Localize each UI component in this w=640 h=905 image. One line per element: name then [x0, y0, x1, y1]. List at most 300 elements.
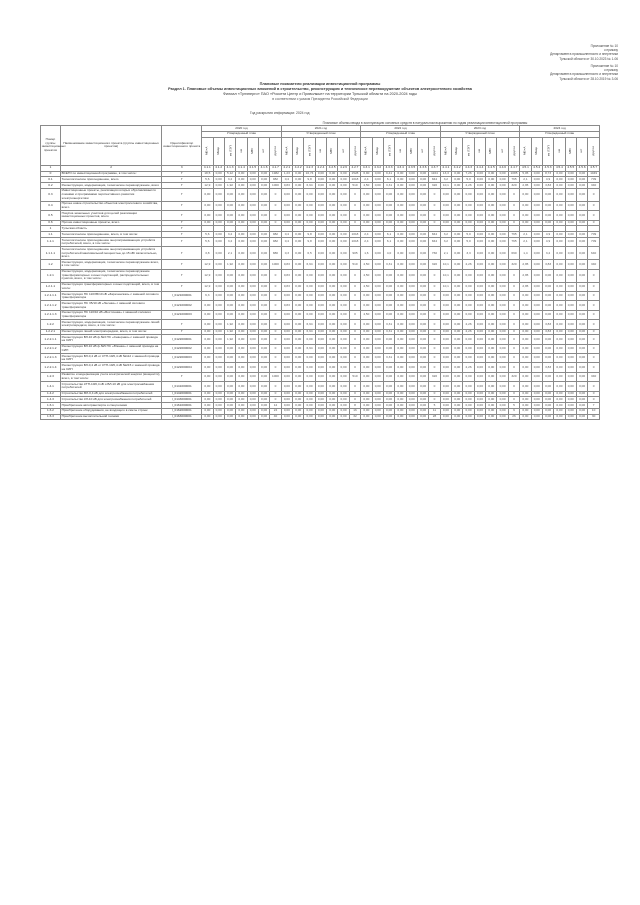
- row-value: 0,00: [406, 188, 417, 201]
- row-value: 0,00: [417, 292, 428, 301]
- row-value: 0,00: [372, 188, 383, 201]
- row-value: 0,00: [247, 211, 258, 220]
- row-value: 0,00: [565, 391, 576, 397]
- row-value: 0,00: [474, 382, 485, 391]
- row-number: 1.1.1: [41, 237, 61, 246]
- document-subtitle: Филиал «Тулэнерго» ПАО «Россети Центр и Приволжье» на территории Тульской области на 2020-2024 годы: [223, 92, 417, 96]
- row-value: 0,00: [236, 292, 247, 301]
- row-value: 0,00: [576, 310, 587, 319]
- row-value: 2,4: [361, 177, 372, 183]
- row-value: 0,00: [383, 220, 394, 226]
- row-value: 0,00: [236, 403, 247, 409]
- row-value: 0: [588, 201, 600, 210]
- row-value: 5,05: [520, 171, 531, 177]
- row-value: 0,00: [315, 282, 326, 291]
- row-value: 0,00: [565, 201, 576, 210]
- row-value: 0,00: [520, 372, 531, 381]
- row-value: 0,00: [224, 414, 235, 420]
- row-value: 0,00: [293, 211, 304, 220]
- column-header-indicator-label: шт: [499, 149, 504, 154]
- row-value: 0: [270, 282, 281, 291]
- row-number: 0.4: [41, 201, 61, 210]
- row-value: 0,00: [258, 414, 269, 420]
- row-value: 0: [270, 329, 281, 335]
- row-value: 0: [349, 397, 360, 403]
- column-header-indicator-label: км: [397, 149, 402, 153]
- row-project-name: Реконструкция трансформаторных и иных подстанций, всего, в том числе:: [60, 282, 162, 291]
- row-value: 0,00: [565, 260, 576, 269]
- row-value: 0,00: [236, 310, 247, 319]
- row-number: 1.1.1.1: [41, 247, 61, 260]
- row-value: 0,00: [406, 363, 417, 372]
- row-value: 0,00: [576, 282, 587, 291]
- column-header-indicator: [520, 137, 531, 165]
- row-value: 0,00: [406, 301, 417, 310]
- row-value: 0,00: [372, 177, 383, 183]
- row-number: 1.2.1.1: [41, 282, 61, 291]
- row-project-name: Технологическое присоединение энергопринимающих устройств потребителей максимальной мощностью до 15 кВт включительно, всего: [60, 247, 162, 260]
- row-value: 0,00: [315, 372, 326, 381]
- row-value: 6,5: [304, 247, 315, 260]
- row-value: 5,12: [224, 171, 235, 177]
- row-value: 0,00: [531, 391, 542, 397]
- row-value: 0,00: [542, 201, 553, 210]
- column-number: 4.1.6: [258, 165, 269, 171]
- row-value: 6,94: [304, 320, 315, 329]
- row-value: 0,00: [293, 183, 304, 189]
- row-value: 6,94: [304, 329, 315, 335]
- row-value: 0,00: [213, 201, 224, 210]
- row-value: 0,00: [236, 397, 247, 403]
- row-value: 0,00: [247, 292, 258, 301]
- row-value: 0,00: [565, 397, 576, 403]
- row-value: 0,00: [258, 237, 269, 246]
- row-value: 0,00: [315, 354, 326, 363]
- row-value: 0,00: [202, 397, 213, 403]
- row-value: 0,00: [315, 391, 326, 397]
- row-value: 0,00: [497, 363, 508, 372]
- row-value: 0,00: [486, 292, 497, 301]
- row-value: 0,00: [554, 247, 565, 260]
- row-value: 2,95: [520, 183, 531, 189]
- row-value: 0,00: [327, 171, 338, 177]
- row-value: 0,00: [361, 382, 372, 391]
- row-value: 0,00: [293, 260, 304, 269]
- row-value: 0,00: [463, 403, 474, 409]
- column-header-indicator: [349, 137, 360, 165]
- row-value: 0,00: [440, 363, 451, 372]
- row-value: 0,00: [304, 211, 315, 220]
- column-header-indicator-label: другое: [352, 146, 357, 156]
- row-number: 0.1: [41, 177, 61, 183]
- row-value: 0,83: [281, 260, 292, 269]
- row-project-id: I_0162000001: [162, 408, 202, 414]
- row-value: 0: [349, 310, 360, 319]
- investment-plan-table: [40, 125, 600, 420]
- row-value: 0,00: [224, 408, 235, 414]
- row-value: 0,00: [372, 329, 383, 335]
- row-value: 4,9: [542, 237, 553, 246]
- column-header-indicator-label: км: [318, 149, 323, 153]
- row-value: 0,00: [474, 320, 485, 329]
- column-header-indicator-label: км ЛЭП: [546, 145, 551, 157]
- row-value: 0,00: [304, 220, 315, 226]
- row-value: 0,00: [474, 237, 485, 246]
- row-value: 0,00: [395, 201, 406, 210]
- row-value: 0,00: [304, 354, 315, 363]
- row-value: 0,00: [338, 247, 349, 260]
- row-value: 0,00: [361, 363, 372, 372]
- row-value: 0: [508, 201, 519, 210]
- row-project-name: Развитие и модернизация учета электрической энергии (мощности), всего, в том числе:: [61, 372, 161, 380]
- row-value: 0,00: [565, 269, 576, 282]
- row-value: 0,00: [554, 220, 565, 226]
- row-value: 0,00: [338, 211, 349, 220]
- row-value: 0,00: [452, 335, 463, 344]
- row-value: 12,9: [202, 183, 213, 189]
- row-value: 5,6: [202, 232, 213, 238]
- row-value: 0,00: [236, 269, 247, 282]
- row-value: 0,00: [281, 391, 292, 397]
- row-value: 0: [349, 335, 360, 344]
- row-value: 0,4: [281, 232, 292, 238]
- row-value: 0,00: [372, 269, 383, 282]
- row-value: 0,00: [327, 354, 338, 363]
- row-value: 0,00: [417, 397, 428, 403]
- row-value: 0,00: [554, 292, 565, 301]
- row-value: 0,00: [293, 269, 304, 282]
- row-value: 0,00: [440, 344, 451, 353]
- row-value: 0,00: [554, 183, 565, 189]
- row-value: 0,00: [258, 354, 269, 363]
- row-value: 320: [508, 183, 519, 189]
- row-value: 0,00: [327, 329, 338, 335]
- row-value: 0,00: [452, 292, 463, 301]
- row-value: 0: [349, 363, 360, 372]
- row-value: 0,00: [327, 292, 338, 301]
- row-value: 0,00: [327, 247, 338, 260]
- row-value: 0,00: [406, 382, 417, 391]
- column-header-indicator: [258, 137, 269, 165]
- appendix-line: Тульской области от 30.10.2023 № 1-06: [559, 56, 618, 61]
- table-row: [41, 354, 600, 363]
- column-header-indicator-label: другое: [511, 146, 516, 156]
- row-value: 6,94: [304, 183, 315, 189]
- row-value: 0,00: [417, 201, 428, 210]
- row-value: 0,00: [338, 188, 349, 201]
- row-value: 0,00: [406, 335, 417, 344]
- row-project-name: Прочее новое строительство объектов электросетевого хозяйства, всего: [60, 201, 162, 210]
- row-value: 0,00: [372, 372, 383, 381]
- column-header-indicator-label: Мвар: [374, 147, 379, 155]
- row-value: 0,00: [417, 354, 428, 363]
- row-value: 0,00: [327, 237, 338, 246]
- row-project-name: Реконструкция, модернизация, техническое перевооружение, всего: [60, 183, 162, 189]
- row-value: 0,00: [372, 201, 383, 210]
- row-value: 0,00: [417, 391, 428, 397]
- row-value: 0,00: [531, 344, 542, 353]
- row-value: 5,0: [463, 232, 474, 238]
- row-value: 0,00: [497, 201, 508, 210]
- row-value: 0,00: [565, 232, 576, 238]
- row-value: 1018: [349, 177, 360, 183]
- row-value: 0,00: [406, 177, 417, 183]
- row-value: 0,00: [486, 397, 497, 403]
- row-value: 0,00: [383, 391, 394, 397]
- row-value: 0,00: [565, 247, 576, 260]
- row-value: 0,00: [247, 183, 258, 189]
- row-value: 0,00: [452, 183, 463, 189]
- row-value: 0: [429, 282, 440, 291]
- row-value: 0,00: [315, 292, 326, 301]
- row-value: 0,00: [361, 335, 372, 344]
- row-value: 0,00: [372, 408, 383, 414]
- row-value: 0,00: [452, 247, 463, 260]
- row-value: 0,00: [236, 171, 247, 177]
- row-value: 0,00: [338, 382, 349, 391]
- row-number: 1.6.2: [41, 408, 61, 414]
- row-value: 0,00: [542, 211, 553, 220]
- row-value: 0,00: [406, 408, 417, 414]
- row-value: 3,31: [383, 354, 394, 363]
- row-value: 0,00: [213, 260, 224, 269]
- column-number: 4.3.4: [395, 165, 406, 171]
- column-header-indicator: [417, 137, 428, 165]
- row-value: 9,8: [304, 232, 315, 238]
- row-value: 0,00: [576, 320, 587, 329]
- row-value: 0,00: [554, 269, 565, 282]
- row-value: 0,00: [554, 329, 565, 335]
- row-value: 0,00: [497, 301, 508, 310]
- row-value: 0,00: [474, 201, 485, 210]
- row-value: 0,00: [372, 320, 383, 329]
- row-value: 0: [270, 201, 281, 210]
- row-value: 0,00: [417, 320, 428, 329]
- row-project-id: Г: [162, 183, 202, 189]
- row-value: 0,00: [531, 301, 542, 310]
- row-value: 9: [508, 408, 519, 414]
- row-value: 0,00: [258, 201, 269, 210]
- row-value: 0,00: [258, 320, 269, 329]
- period-caption: Плановые объемы ввода в эксплуатацию основных средств в натуральном выражении по годам реализации инвестиционной программы: [322, 121, 528, 125]
- row-value: 0,00: [542, 382, 553, 391]
- row-value: 0,00: [372, 237, 383, 246]
- row-project-id: Г: [162, 237, 202, 246]
- row-value: 0,00: [281, 188, 292, 201]
- row-project-id: Г: [162, 226, 202, 232]
- row-value: 0: [429, 292, 440, 301]
- row-value: 4,50: [361, 260, 372, 269]
- row-value: 0,00: [338, 220, 349, 226]
- column-header-indicator-label: МВт: [249, 148, 254, 155]
- row-value: 8: [349, 403, 360, 409]
- row-number: 0: [41, 171, 61, 177]
- row-value: 0,00: [327, 403, 338, 409]
- row-value: 690: [508, 247, 519, 260]
- row-value: 0,00: [247, 269, 258, 282]
- row-value: 0,00: [372, 403, 383, 409]
- row-value: 0,00: [236, 414, 247, 420]
- row-value: 0,00: [202, 363, 213, 372]
- row-value: 0,00: [338, 403, 349, 409]
- column-header-indicator: [576, 137, 587, 165]
- row-value: 0,00: [531, 320, 542, 329]
- row-value: 0,00: [486, 301, 497, 310]
- row-value: 3,83: [542, 320, 553, 329]
- row-value: 0,00: [554, 211, 565, 220]
- row-project-id: Г: [162, 329, 202, 335]
- row-value: 0,00: [576, 363, 587, 372]
- row-value: 0,00: [293, 329, 304, 335]
- row-value: 0,00: [202, 320, 213, 329]
- row-value: 6,3: [202, 292, 213, 301]
- row-value: 0,00: [417, 260, 428, 269]
- row-value: 0,00: [531, 403, 542, 409]
- row-value: 0,00: [395, 171, 406, 177]
- row-value: 0,00: [554, 344, 565, 353]
- column-header-indicator-label: шт: [261, 149, 266, 154]
- row-value: 0: [508, 310, 519, 319]
- row-value: 0,00: [338, 183, 349, 189]
- row-value: 0,00: [542, 397, 553, 403]
- row-value: 2,26: [463, 183, 474, 189]
- row-value: 0,00: [372, 260, 383, 269]
- row-value: 0,00: [497, 320, 508, 329]
- row-value: 0,00: [463, 211, 474, 220]
- row-value: 0,00: [293, 320, 304, 329]
- column-number: 4.2.7: [349, 165, 360, 171]
- row-value: 0,00: [247, 391, 258, 397]
- column-header-indicator-label: шт: [340, 149, 345, 154]
- row-value: 0,00: [542, 403, 553, 409]
- row-number: 1.2.1.1.3: [41, 310, 61, 319]
- row-value: 0: [429, 329, 440, 335]
- row-value: 0,00: [486, 354, 497, 363]
- row-value: 0,00: [576, 391, 587, 397]
- row-value: 0,00: [542, 269, 553, 282]
- row-value: 0,00: [395, 188, 406, 201]
- row-project-name: Прочие инвестиционные проекты, всего: [60, 220, 162, 226]
- column-number: 4.1.2: [213, 165, 224, 171]
- column-header-indicator: [281, 137, 292, 165]
- row-value: 0,00: [452, 363, 463, 372]
- row-value: 0,00: [224, 310, 235, 319]
- row-value: 0: [588, 397, 600, 403]
- row-value: 0,00: [213, 247, 224, 260]
- row-value: 0: [508, 344, 519, 353]
- row-project-name: Строительство КТП-10/0,4 кВ и ВЛ-10 кВ для электроснабжения потребителей: [60, 382, 162, 391]
- column-header-indicator: [565, 137, 576, 165]
- row-value: 510: [349, 372, 360, 381]
- row-value: 16,74: [305, 171, 314, 176]
- row-value: 510: [349, 183, 360, 189]
- row-value: 0,00: [497, 344, 508, 353]
- row-value: 0: [349, 282, 360, 291]
- row-value: 0,00: [531, 171, 542, 177]
- row-value: 0,00: [463, 414, 474, 420]
- row-value: 0,00: [304, 188, 315, 201]
- column-header-indicator: [554, 137, 565, 165]
- row-value: 0,00: [565, 354, 576, 363]
- row-value: 0,00: [542, 408, 553, 414]
- column-header-indicator-label: км: [238, 149, 243, 153]
- row-value: 0,00: [452, 391, 463, 397]
- row-value: 0,00: [497, 171, 508, 177]
- row-value: 0,00: [565, 188, 576, 201]
- row-value: 1,92: [224, 329, 235, 335]
- row-value: 640: [588, 247, 600, 260]
- row-project-name: Реконструкция, модернизация, техническое перевооружение трансформаторных и иных подстанций, распределительных пунктов, всего, в том числе:: [60, 269, 162, 282]
- row-value: 0,4: [281, 237, 292, 246]
- row-value: 0,00: [395, 260, 406, 269]
- row-value: 0,00: [576, 301, 587, 310]
- row-value: 0,00: [474, 329, 485, 335]
- row-value: 0,00: [474, 269, 485, 282]
- row-value: 982: [270, 232, 281, 238]
- row-value: 0,00: [236, 335, 247, 344]
- row-value: 0,00: [315, 171, 326, 177]
- row-value: 0,00: [236, 301, 247, 310]
- row-value: 0,00: [406, 260, 417, 269]
- row-value: 0,00: [258, 408, 269, 414]
- row-value: 0,00: [327, 408, 338, 414]
- row-value: 0,00: [338, 171, 349, 177]
- row-value: 0,00: [531, 363, 542, 372]
- row-value: 9,41: [383, 171, 394, 177]
- row-value: 0,00: [452, 232, 463, 238]
- row-value: 0,00: [406, 247, 417, 260]
- row-project-id: Г: [162, 247, 202, 260]
- row-value: 0,00: [576, 335, 587, 344]
- row-value: 0: [508, 320, 519, 329]
- row-value: 0,00: [542, 220, 553, 226]
- row-value: 0,00: [576, 211, 587, 220]
- row-value: 0,00: [236, 237, 247, 246]
- row-value: 0: [349, 188, 360, 201]
- row-value: 0,00: [417, 408, 428, 414]
- row-project-name: Реконструкция ПС 110/10 кВ «Восточная» с заменой силового трансформатора: [60, 310, 162, 319]
- row-value: 0,00: [395, 354, 406, 363]
- row-value: 0,00: [338, 397, 349, 403]
- disclosure-year-note: Год раскрытия информации: 2024 год: [250, 111, 310, 115]
- row-value: 0,00: [486, 282, 497, 291]
- column-number: 4.5.3: [542, 165, 553, 171]
- row-value: 0,00: [338, 282, 349, 291]
- column-header-year: 2022 год: [361, 126, 441, 132]
- row-value: 0,00: [576, 292, 587, 301]
- row-value: 0,00: [236, 247, 247, 260]
- row-value: 0,00: [531, 292, 542, 301]
- row-value: 0,00: [565, 363, 576, 372]
- row-value: 0,00: [474, 414, 485, 420]
- row-value: 0,00: [338, 269, 349, 282]
- row-value: 0,00: [565, 220, 576, 226]
- row-value: 0,00: [440, 220, 451, 226]
- column-header-indicator: [395, 137, 406, 165]
- row-value: 0,00: [247, 382, 258, 391]
- row-value: 3,31: [383, 329, 394, 335]
- row-value: 0: [270, 188, 281, 201]
- row-value: 0,00: [258, 397, 269, 403]
- column-number: 4.2.4: [315, 165, 326, 171]
- row-value: 0,00: [236, 391, 247, 397]
- row-value: 0,00: [542, 301, 553, 310]
- row-value: 0,83: [281, 183, 292, 189]
- row-value: 0,00: [258, 247, 269, 260]
- row-value: 3,31: [383, 320, 394, 329]
- row-value: 709: [588, 237, 600, 246]
- row-value: 0: [270, 220, 281, 226]
